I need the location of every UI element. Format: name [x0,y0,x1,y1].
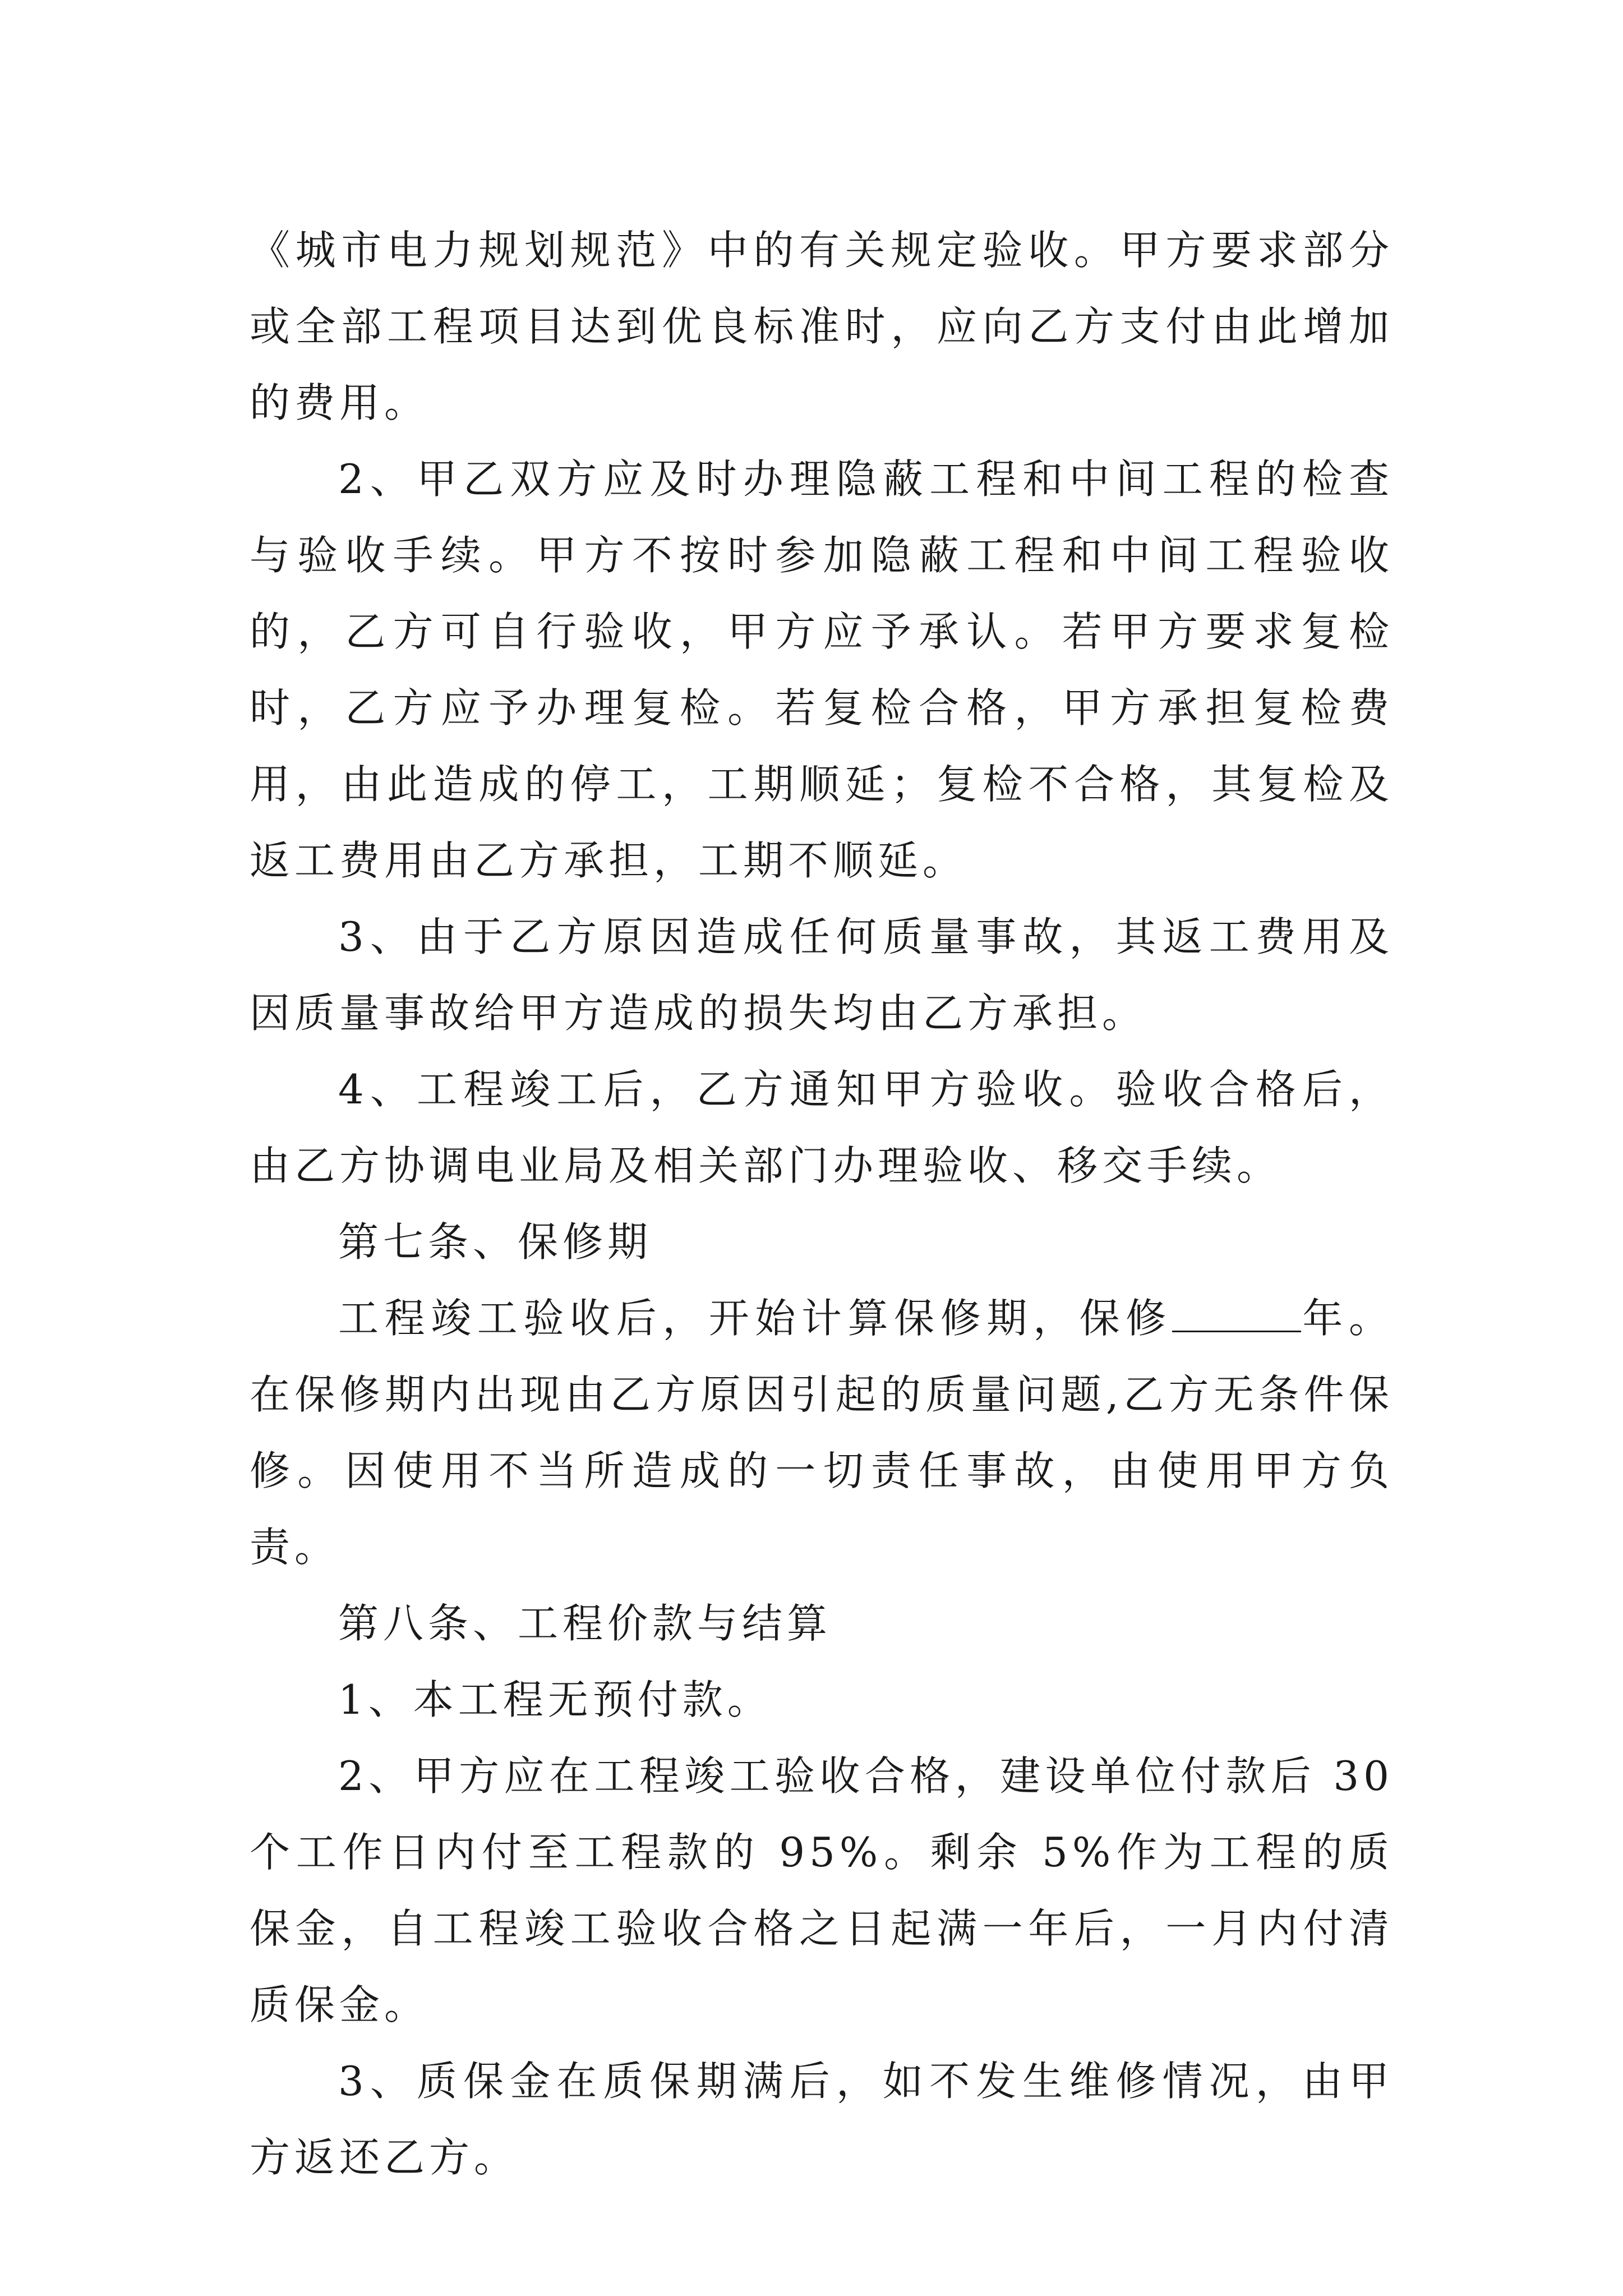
warranty-text-before: 工程竣工验收后，开始计算保修期，保修 [338,1295,1172,1342]
heading-article-seven: 第七条、保修期 [338,1218,653,1266]
paragraph-no-advance-payment: 1、本工程无预付款。 [338,1676,772,1723]
heading-article-eight: 第八条、工程价款与结算 [338,1600,832,1647]
warranty-text-after: 年。在保修期内出现由乙方原因引起的质量问题,乙方无条件保修。因使用不当所造成的一切责任事故，由使用甲方负责。 [250,1295,1394,1571]
paragraph-concealed-works-inspection: 2、甲乙双方应及时办理隐蔽工程和中间工程的检查与验收手续。甲方不按时参加隐蔽工程和中间工程验收的，乙方可自行验收，甲方应予承认。若甲方要求复检时，乙方应予办理复检。若复检合格，甲方承担复检费用，由此造成的停工，工期顺延；复检不合格，其复检及返工费用由乙方承担，工期不顺延。 [250,455,1394,884]
paragraph-payment-terms: 2、甲方应在工程竣工验收合格，建设单位付款后 30 个工作日内付至工程款的 95%。剩余 5%作为工程的质保金，自工程竣工验收合格之日起满一年后，一月内付清质保金。 [250,1752,1394,2028]
paragraph-quality-accident: 3、由于乙方原因造成任何质量事故，其返工费用及因质量事故给甲方造成的损失均由乙方承担。 [250,913,1394,1037]
paragraph-acceptance-standard: 《城市电力规划规范》中的有关规定验收。甲方要求部分或全部工程项目达到优良标准时，应向乙方支付由此增加的费用。 [250,227,1394,426]
paragraph-retention-return: 3、质保金在质保期满后，如不发生维修情况，由甲方返还乙方。 [250,2058,1394,2181]
warranty-years-blank [1172,1297,1301,1332]
paragraph-completion-acceptance: 4、工程竣工后，乙方通知甲方验收。验收合格后，由乙方协调电业局及相关部门办理验收、移交手续。 [250,1066,1394,1189]
paragraph-warranty-period [250,1280,1394,1585]
document-body [250,212,1394,2196]
